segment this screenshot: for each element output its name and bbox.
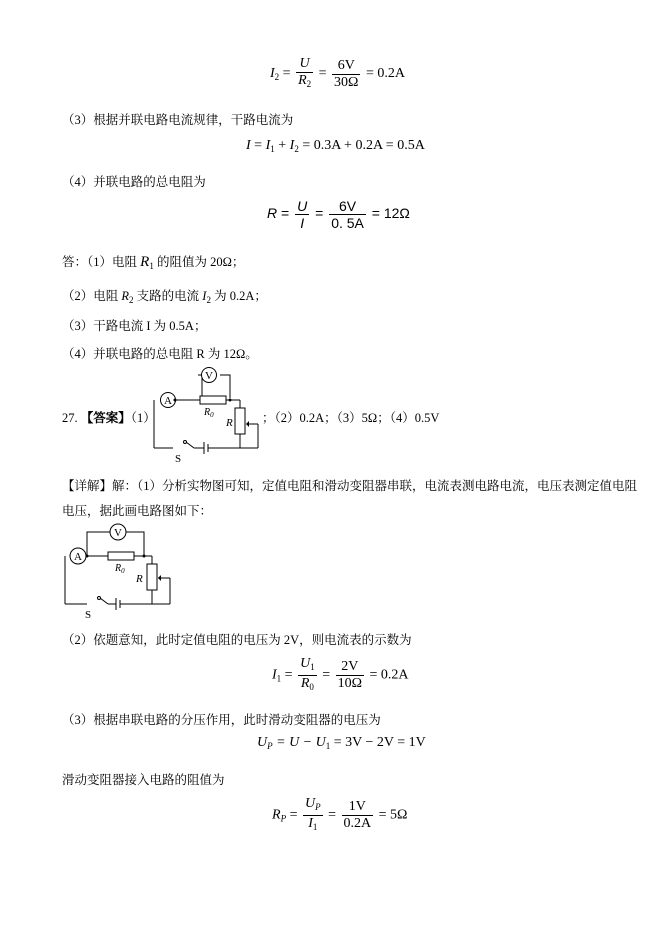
step3b-text: （3）根据串联电路的分压作用，此时滑动变阻器的电压为 [62,713,381,727]
frac-num: 6V [332,58,360,75]
r-label: R [226,417,233,429]
voltmeter-label: V [205,370,213,382]
slider-arrow-icon [246,421,249,427]
frac-den: I [308,816,313,831]
q27-rest: ；（2）0.2A；（3）5Ω；（4）0.5V [262,411,440,425]
answer-text: 支路的电流 [133,289,203,303]
node-dot [86,555,89,558]
frac-num: U [296,56,313,73]
switch-label: S [175,453,182,464]
fraction [295,198,309,231]
eq-sub: 2 [129,295,134,305]
equation-up [257,735,426,751]
r0-sub: 0 [121,567,125,575]
eq-rest: = 0.3A + 0.2A = 0.5A [298,138,425,153]
eq-sub: 2 [206,295,211,305]
frac-num: 6V [329,198,366,215]
answer-text: 答：（1）电阻 [62,255,141,269]
eq-symbol: R [121,289,130,303]
circuit-diagram-1 [148,364,266,464]
rheostat-r [147,564,157,590]
eq-sub: 2 [274,72,280,83]
resistor-r0 [108,552,134,560]
switch-contact [98,597,101,600]
fraction [332,58,360,91]
frac-den: 0.2A [343,816,372,831]
frac-num: 1V [342,799,374,816]
detail-text: 解：（1）分析实物图可知，定值电阻和滑动变阻器串联，电流表测电路电流，电压表测定值电阻 [112,479,638,493]
slider-arrow-icon [158,575,161,581]
resistor-r0 [200,396,226,404]
switch-contact [184,441,187,444]
answer-text: 为 0.2A； [210,289,267,303]
eq-symbol: R [272,807,281,823]
frac-den: R [298,73,307,88]
frac-den: I [300,215,305,231]
eq-symbol: I [246,138,251,153]
eq-sub: 1 [270,144,275,154]
equation-total-r: R = $\frac{U}{I}$ = $\frac{6V}{0. 5A}$ = 12Ω [267,198,410,231]
eq-result: = 5Ω [378,807,408,823]
question-number: 27. [62,411,81,425]
eq-symbol: I [202,289,207,303]
frac-den: R [300,676,310,691]
answer-tag: 【答案】 [80,411,131,425]
frac-den: 30Ω [334,74,359,90]
ammeter-label: A [164,395,172,407]
eq-symbol: I [289,138,295,153]
eq-symbol: R [267,205,278,222]
r0-label [114,563,125,575]
eq-sub: 1 [149,261,154,271]
eq-rest: = U − U [272,735,326,750]
answer-text: （2）电阻 [62,289,122,303]
step4-text: （4）并联电路的总电阻为 [62,175,206,189]
answer-4: （4）并联电路的总电阻 R 为 12Ω。 [62,347,258,361]
r-label: R [136,573,143,585]
detail-line-1 [62,476,637,494]
eq-result: = 0.2A [365,66,405,82]
r0-label [203,407,214,419]
eq-symbol: I [265,138,271,153]
frac-num: 2V [336,659,364,676]
frac-den: 10Ω [337,676,363,691]
eq-symbol: R [140,254,150,270]
fraction [329,198,366,231]
eq-sub: 1 [276,673,282,684]
fraction [336,659,364,692]
fraction [296,56,313,92]
eq-sub: P [267,741,273,751]
eq-result: = 0.2A [369,667,409,683]
ammeter-label: A [74,551,82,563]
eq-tail: = 3V − 2V = 1V [330,735,426,750]
eq-symbol: U [257,735,268,750]
eq-symbol: I [272,667,277,683]
eq-result: = 12Ω [371,205,410,222]
eq-op: + [274,138,290,153]
equation-total-current [246,138,425,154]
r0-sub: 0 [210,411,214,419]
eq-op: = [250,138,266,153]
eq-sub: 1 [312,822,318,832]
equation-i1: $I_1$ = $\frac{U_1}{R_0}$ = $\frac{2V}{10\Omega}$ = 0.2A [272,656,409,695]
eq-sub: 2 [306,79,312,89]
eq-sub: 2 [294,144,299,154]
node-dot [143,555,146,558]
eq-sub: 1 [310,662,315,672]
eq-sub: 1 [325,741,331,751]
step3-text: （3）根据并联电路电流规律，干路电流为 [62,113,294,127]
detail-line-2: 电压，据此画电路图如下： [62,504,213,518]
r0-symbol: R [115,563,122,574]
frac-num: U [304,796,316,811]
frac-den: 0. 5A [331,215,364,231]
eq-sub: P [315,802,321,812]
circuit-diagram-2 [60,518,178,620]
equation-i2: $I_2$ = $\frac{U}{R_2}$ = $\frac{6V}{30\Omega}$ = 0.2A [270,56,405,92]
answer-2 [62,286,267,305]
step2b-text: （2）依题意知，此时定值电阻的电压为 2V，则电流表的示数为 [62,633,412,647]
fraction [342,799,374,832]
answer-1 [62,252,244,271]
r0-symbol: R [204,407,211,418]
part-label: （1） [130,411,156,425]
node-dot [229,399,232,402]
eq-symbol: I [270,66,275,82]
eq-sub: 0 [309,682,314,692]
detail-tag: 【详解】 [62,479,113,493]
frac-num: U [300,656,311,671]
rheostat-r [235,408,245,434]
eq-sub: P [280,813,287,824]
step-rp-text: 滑动变阻器接入电路的阻值为 [62,773,225,787]
voltmeter-label: V [114,527,122,539]
answer-3: （3）干路电流 I 为 0.5A； [62,319,207,333]
answer-text: 的阻值为 20Ω； [153,255,245,269]
q27-label [62,408,156,426]
node-dot [174,399,177,402]
equation-rp: $R_P$ = $\frac{U_P}{I_1}$ = $\frac{1V}{0.2A}$ = 5Ω [272,796,407,835]
fraction [303,796,323,835]
switch-label: S [85,609,92,620]
fraction [298,656,317,695]
frac-num: U [297,198,308,214]
